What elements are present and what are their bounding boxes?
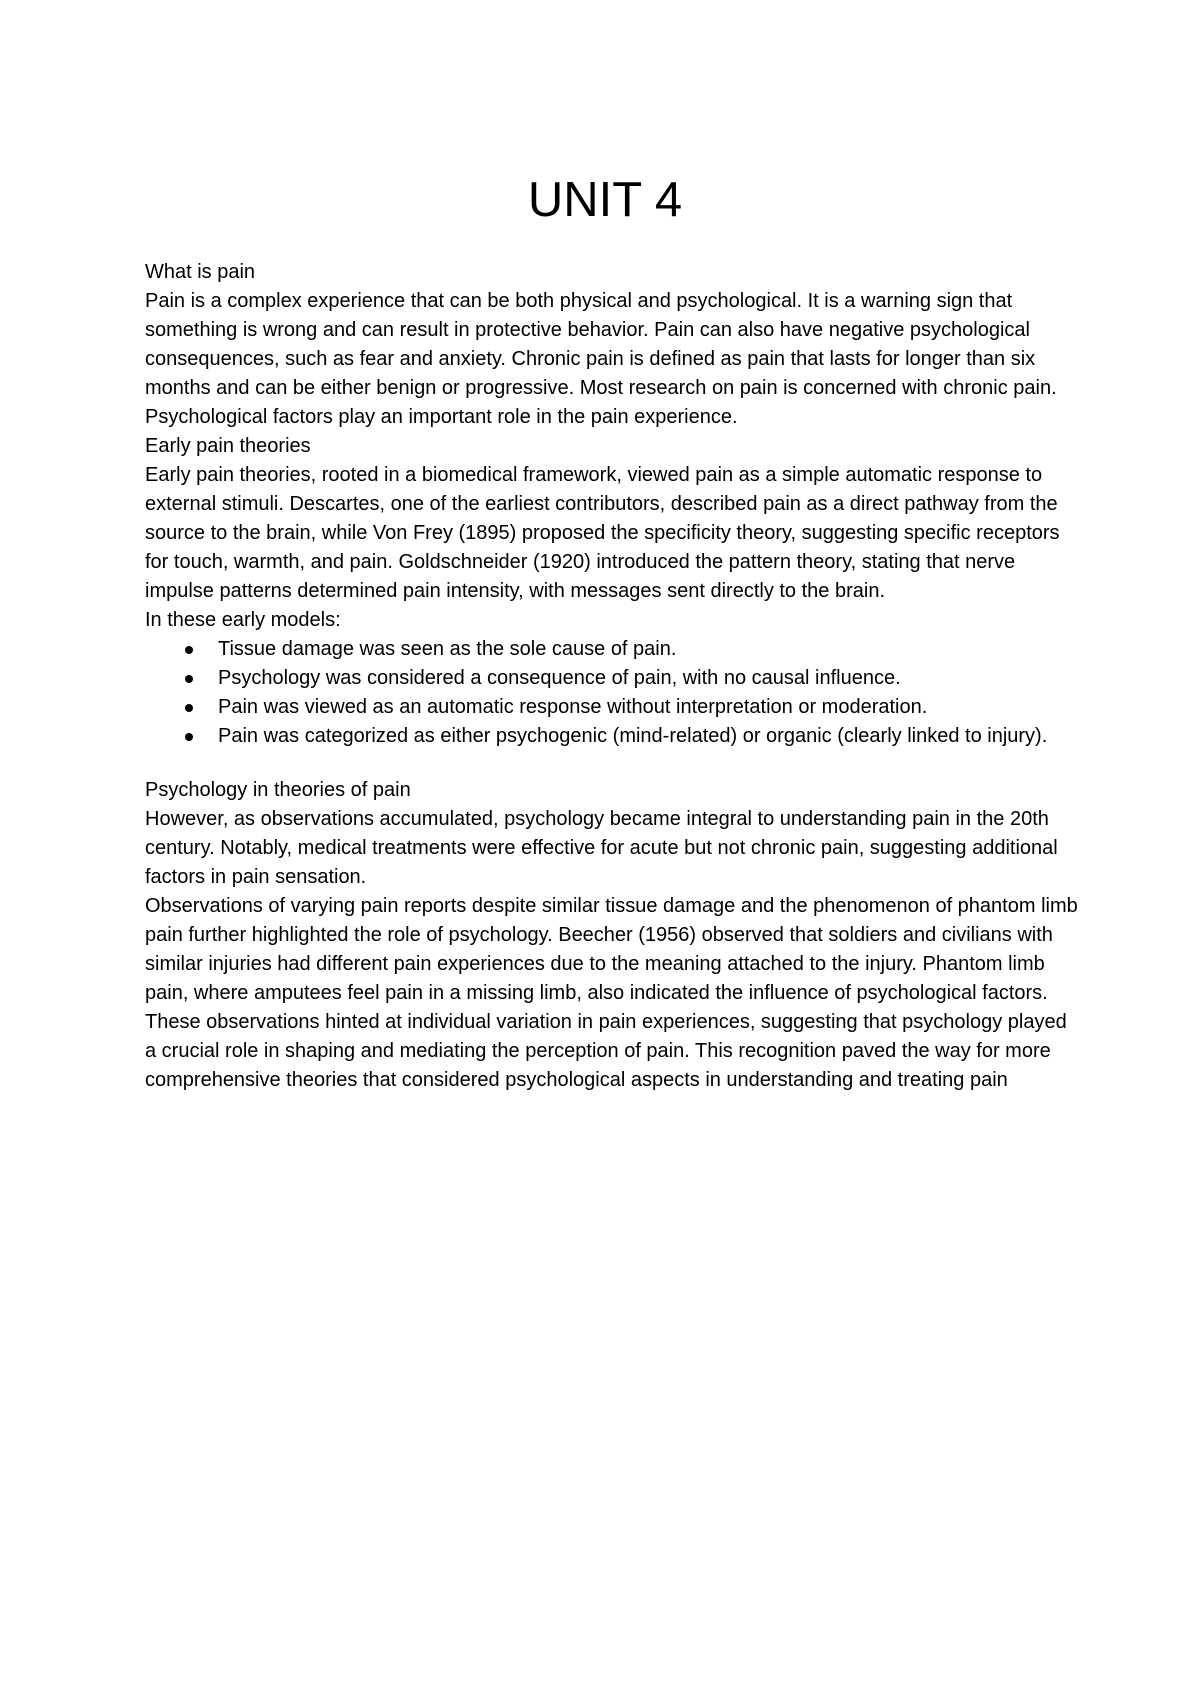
paragraph-early-theories: Early pain theories, rooted in a biomedical framework, viewed pain as a simple automatic response to external stimuli. Descartes, one of the earliest contributors, described pain as a direct pathway from the source to the brain, while Von Frey (1895) proposed the specificity theory, suggesting specific receptors for touch, warmth, and pain. Goldschneider (1920) introduced the pattern theory, stating that nerve impulse patterns determined pain intensity, with messages sent directly to the brain. [145,464,1060,602]
list-item-text: Pain was viewed as an automatic response without interpretation or moderation. [218,696,928,718]
bullet-icon [185,733,193,741]
list-item-text: Psychology was considered a consequence of pain, with no causal influence. [218,667,901,689]
bullet-icon [185,646,193,654]
paragraph-observations: Observations of varying pain reports despite similar tissue damage and the phenomenon of phantom limb pain further highlighted the role of psychology. Beecher (1956) observed that soldiers and civilians with similar injuries had different pain experiences due to the meaning attached to the injury. Phantom limb pain, where amputees feel pain in a missing limb, also indicated the influence of psychological factors. [145,895,1078,1004]
list-item [145,722,1080,751]
paragraph-pain-definition: Pain is a complex experience that can be both physical and psychological. It is a warning sign that something is wrong and can result in protective behavior. Pain can also have negative psychological consequences, such as fear and anxiety. Chronic pain is defined as pain that lasts for longer than six months and can be either benign or progressive. Most research on pain is concerned with chronic pain. Psychological factors play an important role in the pain experience. [145,290,1057,428]
paragraph-however: However, as observations accumulated, psychology became integral to understanding pain in the 20th century. Notably, medical treatments were effective for acute but not chronic pain, suggesting additional factors in pain sensation. [145,808,1058,888]
list-item [145,693,1080,722]
document-title: UNIT 4 [527,173,683,227]
list-item [145,635,1080,664]
paragraph-conclusion: These observations hinted at individual variation in pain experiences, suggesting that psychology played a crucial role in shaping and mediating the perception of pain. This recognition paved the way for more comprehensive theories that considered psychological aspects in understanding and treating pain [145,1011,1067,1091]
list-item-text: Pain was categorized as either psychogenic (mind-related) or organic (clearly linked to injury). [218,725,1048,747]
list-item [145,664,1080,693]
early-models-list [145,635,1080,751]
document-body [145,258,1080,1095]
section-heading-early-pain-theories: Early pain theories [145,435,311,457]
section-heading-psychology-in-theories: Psychology in theories of pain [145,779,411,801]
paragraph-models-intro: In these early models: [145,609,341,631]
list-item-text: Tissue damage was seen as the sole cause of pain. [218,638,677,660]
section-heading-what-is-pain: What is pain [145,261,256,283]
bullet-icon [185,675,193,683]
bullet-icon [185,704,193,712]
